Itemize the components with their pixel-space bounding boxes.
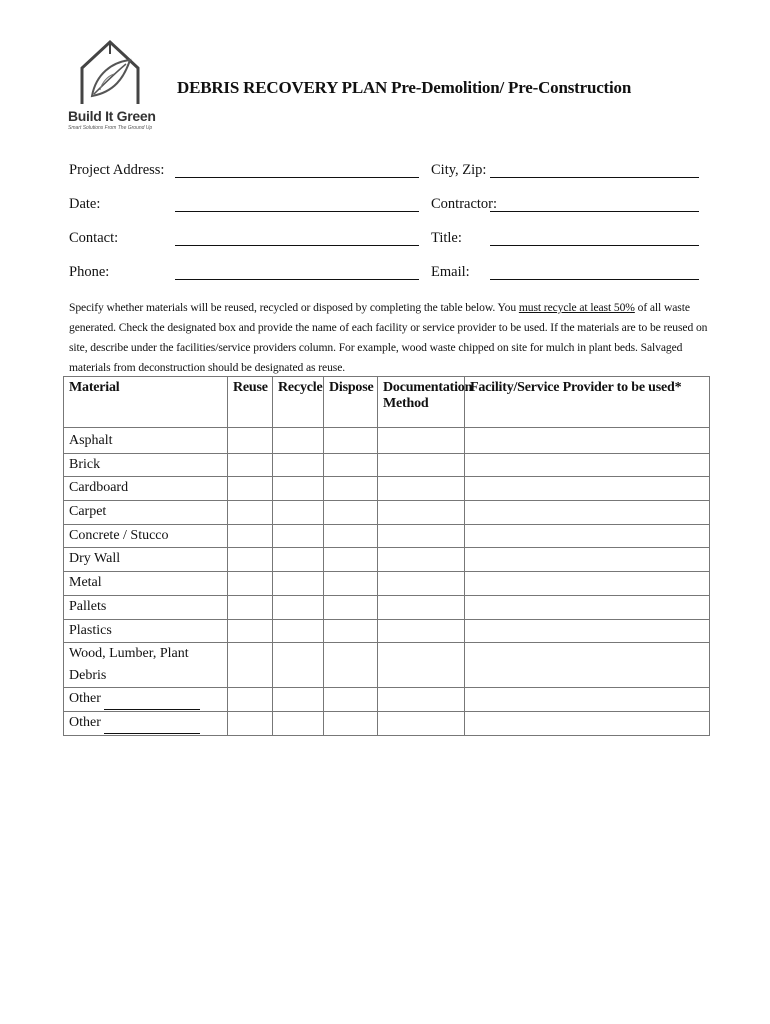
material-name: Plastics — [69, 622, 112, 638]
build-it-green-logo — [64, 38, 156, 138]
logo-brand-text: Build It Green — [68, 108, 156, 124]
reuse-header: Reuse — [228, 377, 273, 428]
reuse-checkbox-cell[interactable] — [228, 688, 273, 712]
material-name-cell — [64, 643, 228, 688]
recycle-checkbox-cell[interactable] — [273, 428, 324, 454]
facility-provider-cell[interactable] — [465, 688, 710, 712]
dispose-checkbox-cell[interactable] — [324, 501, 378, 525]
facility-provider-cell[interactable] — [465, 428, 710, 454]
recycle-checkbox-cell[interactable] — [273, 711, 324, 735]
facility-provider-cell[interactable] — [465, 477, 710, 501]
material-name-cell — [64, 524, 228, 548]
project-address-field[interactable] — [175, 177, 419, 178]
dispose-checkbox-cell[interactable] — [324, 548, 378, 572]
recycle-checkbox-cell[interactable] — [273, 619, 324, 643]
reuse-checkbox-cell[interactable] — [228, 524, 273, 548]
documentation-header-line2: Method — [383, 396, 429, 411]
recycle-checkbox-cell[interactable] — [273, 595, 324, 619]
table-row — [64, 477, 710, 501]
facility-provider-cell[interactable] — [465, 643, 710, 688]
documentation-method-cell[interactable] — [378, 619, 465, 643]
facility-provider-header: Facility/Service Provider to be used* — [465, 377, 710, 428]
dispose-checkbox-cell[interactable] — [324, 595, 378, 619]
documentation-method-cell[interactable] — [378, 524, 465, 548]
facility-provider-cell[interactable] — [465, 548, 710, 572]
reuse-checkbox-cell[interactable] — [228, 428, 273, 454]
table-row — [64, 595, 710, 619]
debris-recovery-table — [63, 376, 710, 736]
facility-provider-cell[interactable] — [465, 619, 710, 643]
date-label: Date: — [69, 196, 101, 212]
recycle-checkbox-cell[interactable] — [273, 477, 324, 501]
documentation-method-cell[interactable] — [378, 428, 465, 454]
dispose-checkbox-cell[interactable] — [324, 453, 378, 477]
facility-provider-cell[interactable] — [465, 524, 710, 548]
material-name-cell — [64, 501, 228, 525]
material-name-cell — [64, 477, 228, 501]
dispose-checkbox-cell[interactable] — [324, 619, 378, 643]
documentation-method-cell[interactable] — [378, 688, 465, 712]
reuse-checkbox-cell[interactable] — [228, 619, 273, 643]
contractor-field[interactable] — [490, 211, 699, 212]
contact-field[interactable] — [175, 245, 419, 246]
documentation-method-cell[interactable] — [378, 572, 465, 596]
reuse-checkbox-cell[interactable] — [228, 572, 273, 596]
facility-provider-cell[interactable] — [465, 711, 710, 735]
table-row — [64, 501, 710, 525]
documentation-method-cell[interactable] — [378, 501, 465, 525]
recycle-header: Recycle — [273, 377, 324, 428]
material-name: Wood, Lumber, Plant Debris — [69, 646, 189, 684]
project-address-label: Project Address: — [69, 162, 165, 178]
facility-provider-cell[interactable] — [465, 595, 710, 619]
recycle-checkbox-cell[interactable] — [273, 524, 324, 548]
recycle-checkbox-cell[interactable] — [273, 572, 324, 596]
recycle-checkbox-cell[interactable] — [273, 548, 324, 572]
recycle-checkbox-cell[interactable] — [273, 501, 324, 525]
documentation-method-cell[interactable] — [378, 453, 465, 477]
material-name-cell — [64, 572, 228, 596]
dispose-checkbox-cell[interactable] — [324, 711, 378, 735]
reuse-checkbox-cell[interactable] — [228, 548, 273, 572]
facility-provider-cell[interactable] — [465, 453, 710, 477]
instructions-text-2: of all waste generated. Check the designated box and provide the name of each facility or service provider to be used. If the materials are to be reused on site, describe under the facilities/service providers column. For example, wood waste chipped on site for mulch in plant beds. Salvaged materials from deconstruction should be designated as reuse. — [69, 301, 708, 374]
email-label: Email: — [431, 264, 470, 280]
table-row — [64, 428, 710, 454]
facility-provider-cell[interactable] — [465, 501, 710, 525]
date-field[interactable] — [175, 211, 419, 212]
page-title: DEBRIS RECOVERY PLAN Pre-Demolition/ Pre-Construction — [177, 78, 632, 97]
recycle-requirement: must recycle at least 50% — [518, 301, 635, 314]
documentation-method-cell[interactable] — [378, 595, 465, 619]
reuse-checkbox-cell[interactable] — [228, 711, 273, 735]
documentation-header-line1: Documentation — [383, 380, 473, 395]
dispose-checkbox-cell[interactable] — [324, 428, 378, 454]
material-name: Other — [69, 691, 101, 707]
city-zip-field[interactable] — [490, 177, 699, 178]
material-name-cell — [64, 711, 228, 735]
contractor-label: Contractor: — [431, 196, 498, 212]
table-row — [64, 548, 710, 572]
material-name: Dry Wall — [69, 551, 121, 567]
reuse-checkbox-cell[interactable] — [228, 453, 273, 477]
logo-tagline: Smart Solutions From The Ground Up — [68, 125, 153, 131]
table-row — [64, 711, 710, 735]
documentation-method-cell[interactable] — [378, 477, 465, 501]
table-row — [64, 643, 710, 688]
house-leaf-icon — [78, 38, 142, 108]
material-name: Concrete / Stucco — [69, 527, 169, 543]
recycle-checkbox-cell[interactable] — [273, 643, 324, 688]
table-row — [64, 524, 710, 548]
material-name-cell — [64, 688, 228, 712]
material-name-cell — [64, 595, 228, 619]
instructions-text-1: Specify whether materials will be reused, recycled or disposed by completing the table below. You — [69, 301, 519, 314]
instructions-paragraph — [69, 298, 709, 378]
material-name-cell — [64, 548, 228, 572]
dispose-header: Dispose — [324, 377, 378, 428]
phone-label: Phone: — [69, 264, 110, 280]
reuse-checkbox-cell[interactable] — [228, 477, 273, 501]
recycle-checkbox-cell[interactable] — [273, 688, 324, 712]
dispose-checkbox-cell[interactable] — [324, 477, 378, 501]
documentation-method-cell[interactable] — [378, 548, 465, 572]
table-row — [64, 619, 710, 643]
material-name-cell — [64, 428, 228, 454]
material-name-cell — [64, 619, 228, 643]
documentation-method-cell[interactable] — [378, 711, 465, 735]
title-field[interactable] — [490, 245, 699, 246]
dispose-checkbox-cell[interactable] — [324, 688, 378, 712]
table-row — [64, 453, 710, 477]
material-header: Material — [64, 377, 228, 428]
contact-label: Contact: — [69, 230, 119, 246]
documentation-method-header — [378, 377, 473, 428]
facility-provider-cell[interactable] — [465, 572, 710, 596]
title-label: Title: — [431, 230, 462, 246]
dispose-checkbox-cell[interactable] — [324, 643, 378, 688]
material-name-cell — [64, 453, 228, 477]
email-field[interactable] — [490, 279, 699, 280]
other-material-blank[interactable] — [104, 719, 200, 734]
table-header-row — [64, 377, 710, 428]
material-name: Asphalt — [69, 433, 113, 448]
phone-field[interactable] — [175, 279, 419, 280]
material-name: Brick — [69, 456, 101, 472]
dispose-checkbox-cell[interactable] — [324, 524, 378, 548]
documentation-method-cell[interactable] — [378, 643, 465, 688]
material-name: Pallets — [69, 598, 107, 614]
material-name: Cardboard — [69, 480, 129, 496]
material-name: Other — [69, 714, 101, 730]
table-row — [64, 572, 710, 596]
reuse-checkbox-cell[interactable] — [228, 643, 273, 688]
material-name: Carpet — [69, 504, 107, 520]
city-zip-label: City, Zip: — [431, 162, 487, 178]
recycle-checkbox-cell[interactable] — [273, 453, 324, 477]
other-material-blank[interactable] — [104, 695, 200, 710]
table-row — [64, 688, 710, 712]
reuse-checkbox-cell[interactable] — [228, 501, 273, 525]
material-name: Metal — [69, 575, 102, 591]
reuse-checkbox-cell[interactable] — [228, 595, 273, 619]
dispose-checkbox-cell[interactable] — [324, 572, 378, 596]
